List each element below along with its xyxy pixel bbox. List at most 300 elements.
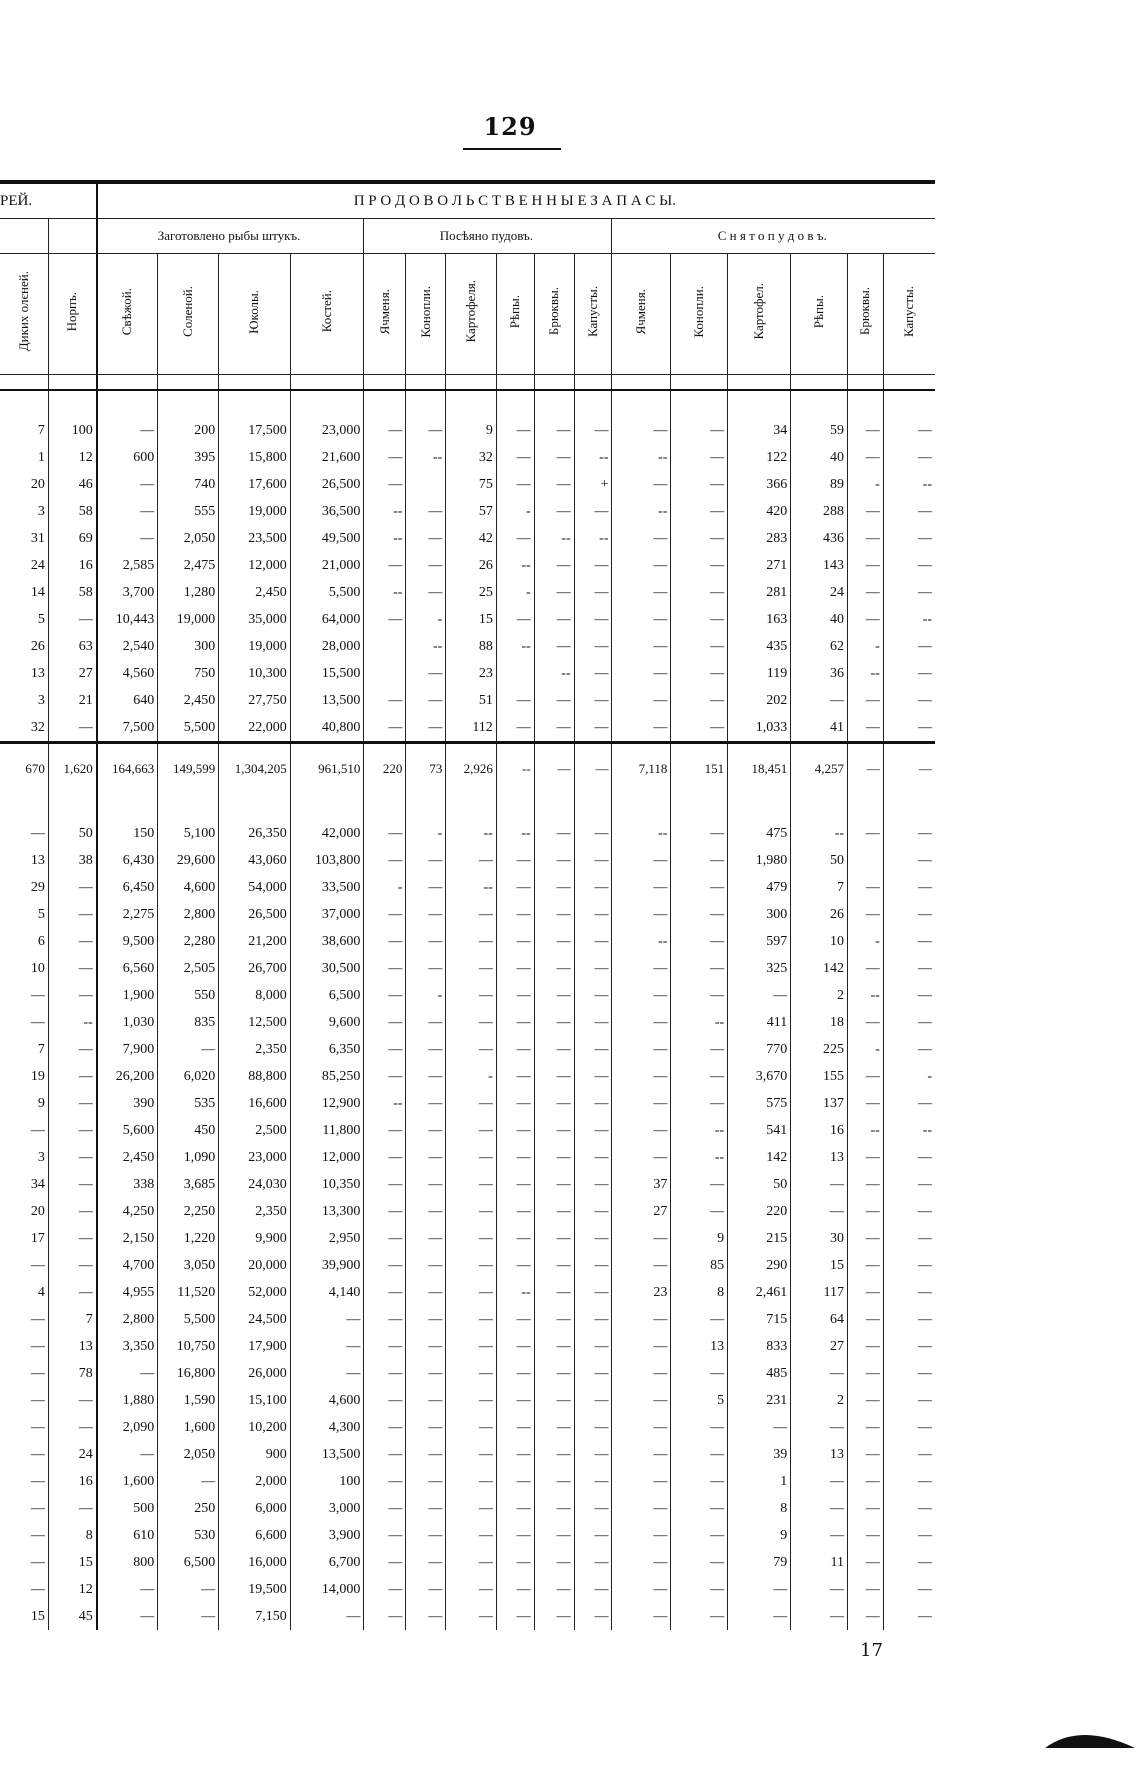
table-cell: 117 [791,1279,848,1306]
table-cell: 4,257 [791,743,848,795]
table-cell: — [791,1414,848,1441]
table-cell: — [791,1198,848,1225]
table-cell: — [406,901,446,928]
table-cell: — [158,1576,219,1603]
table-cell: — [671,928,728,955]
table-cell: — [446,1009,496,1036]
table-cell: — [574,1603,612,1630]
table-cell: 42 [446,525,496,552]
table-row [0,417,935,444]
table-cell: — [406,1387,446,1414]
table-cell: 8 [671,1279,728,1306]
table-cell: — [364,847,406,874]
table-cell: — [406,847,446,874]
table-cell: — [612,901,671,928]
table-cell: — [446,1603,496,1630]
table-cell: 2,475 [158,552,219,579]
table-cell: 9 [37,1095,45,1111]
table-cell: 13,500 [290,687,364,714]
table-cell: 6,020 [158,1063,219,1090]
table-row [0,1009,935,1036]
table-cell: — [496,1036,534,1063]
table-cell: — [97,417,158,444]
table-cell: 20 [30,476,45,492]
table-cell: 79 [728,1549,791,1576]
table-row [0,820,935,847]
table-cell: 12 [48,444,96,471]
table-cell: — [364,1117,406,1144]
table-cell: 26 [791,901,848,928]
table-cell: 24 [48,1441,96,1468]
table-cell: -- [574,444,612,471]
table-cell: 85 [671,1252,728,1279]
table-cell: 1,600 [158,1414,219,1441]
table-cell: 1,900 [97,982,158,1009]
table-cell: — [496,1387,534,1414]
table-cell: — [534,820,574,847]
table-cell: — [791,1603,848,1630]
table-cell: 36 [791,660,848,687]
column-header: Картофел. [728,254,791,375]
table-cell: — [406,1009,446,1036]
table-cell: — [574,1225,612,1252]
table-cell: 13,300 [290,1198,364,1225]
table-cell: 15 [30,1608,45,1624]
table-cell: 2,540 [97,633,158,660]
table-cell: — [574,1063,612,1090]
table-cell: — [883,1360,935,1387]
table-cell: 3,685 [158,1171,219,1198]
table-cell: 475 [728,820,791,847]
table-cell: — [612,1576,671,1603]
table-cell: 27 [612,1198,671,1225]
table-cell: — [30,1500,45,1516]
table-cell: — [612,417,671,444]
table-cell: 21 [48,687,96,714]
table-cell: 6,000 [219,1495,291,1522]
table-cell: 100 [48,417,96,444]
table-cell: — [883,1279,935,1306]
column-header: Брюквы. [534,254,574,375]
table-cell: — [446,1495,496,1522]
table-cell: — [446,1252,496,1279]
table-row [0,1468,935,1495]
table-cell: — [883,1198,935,1225]
table-cell: — [671,1495,728,1522]
table-cell: — [406,955,446,982]
table-cell: - [496,579,534,606]
table-cell: 33,500 [290,874,364,901]
table-cell: 26 [446,552,496,579]
table-cell: — [612,1495,671,1522]
table-cell: — [848,1414,884,1441]
table-cell: - [848,1036,884,1063]
table-cell: -- [671,1117,728,1144]
table-cell: 5,500 [158,714,219,743]
table-cell: 38,600 [290,928,364,955]
table-cell: — [496,1360,534,1387]
table-cell: — [534,1252,574,1279]
table-cell: — [534,1576,574,1603]
table-cell: 100 [290,1468,364,1495]
table-cell: — [848,498,884,525]
table-cell: 12 [48,1576,96,1603]
table-cell: — [848,687,884,714]
table-cell: — [364,1576,406,1603]
table-cell: 15 [48,1549,96,1576]
table-cell: 300 [158,633,219,660]
table-cell: 20 [30,1203,45,1219]
table-cell: 26,200 [97,1063,158,1090]
table-cell: — [364,955,406,982]
table-cell: 366 [728,471,791,498]
table-cell: — [406,417,446,444]
table-cell: — [48,928,96,955]
table-cell: — [364,687,406,714]
table-cell: 6 [37,933,45,949]
table-row [0,1387,935,1414]
table-cell: 19 [30,1068,45,1084]
table-cell: — [534,1414,574,1441]
table-row [0,1036,935,1063]
table-cell: — [446,1225,496,1252]
table-cell: — [406,1468,446,1495]
table-cell: — [534,874,574,901]
table-cell: — [534,1090,574,1117]
table-cell: 200 [158,417,219,444]
table-cell: — [534,955,574,982]
table-cell: — [364,982,406,1009]
page-number: 129 [483,112,537,141]
table-cell: — [612,525,671,552]
table-cell: — [883,1522,935,1549]
table-cell: — [574,1306,612,1333]
table-cell: — [446,1306,496,1333]
table-cell: 2,150 [97,1225,158,1252]
table-cell: — [612,955,671,982]
table-row [0,1225,935,1252]
table-cell: 23 [446,660,496,687]
table-cell: 670 [0,743,48,795]
table-cell: 40 [791,606,848,633]
table-cell: — [364,1603,406,1630]
table-cell: — [406,1306,446,1333]
table-cell: 38 [48,847,96,874]
column-header: Рѣпы. [791,254,848,375]
table-cell: — [364,1495,406,1522]
table-cell: 220 [728,1198,791,1225]
table-cell: — [848,1279,884,1306]
table-cell: — [30,1419,45,1435]
table-cell: 5 [671,1387,728,1414]
table-cell: 42,000 [290,820,364,847]
table-cell: 54,000 [219,874,291,901]
table-cell: 4,955 [97,1279,158,1306]
table-cell: — [496,1117,534,1144]
table-cell: -- [671,1144,728,1171]
table-cell: 58 [48,579,96,606]
table-cell: — [883,1225,935,1252]
table-cell: 89 [791,471,848,498]
table-cell: — [612,1603,671,1630]
table-cell: — [364,1549,406,1576]
table-cell: — [848,1495,884,1522]
table-cell: 281 [728,579,791,606]
table-cell: 610 [97,1522,158,1549]
table-cell: 435 [728,633,791,660]
table-cell: 271 [728,552,791,579]
table-cell: — [574,820,612,847]
table-cell: — [30,1257,45,1273]
table-cell: — [883,874,935,901]
table-cell: — [364,1252,406,1279]
table-cell: — [671,579,728,606]
table-cell [364,660,406,687]
table-cell: — [446,1090,496,1117]
table-cell: — [574,1414,612,1441]
table-cell: — [883,1441,935,1468]
table-cell: — [97,498,158,525]
table-cell: 1,880 [97,1387,158,1414]
table-cell: 325 [728,955,791,982]
table-cell: 10,750 [158,1333,219,1360]
table-cell: 16 [48,552,96,579]
table-cell: 35,000 [219,606,291,633]
table-cell: 3,050 [158,1252,219,1279]
table-cell: — [534,982,574,1009]
table-cell: — [883,1414,935,1441]
table-cell: — [534,1117,574,1144]
table-row [0,1603,935,1630]
table-cell: — [534,1171,574,1198]
table-cell: — [496,444,534,471]
table-cell: — [883,714,935,743]
table-cell: 32 [446,444,496,471]
table-cell: — [97,1603,158,1630]
table-cell: 485 [728,1360,791,1387]
table-cell: — [446,982,496,1009]
table-cell: — [671,1441,728,1468]
table-cell: — [496,1495,534,1522]
table-cell: 2,500 [219,1117,291,1144]
table-cell: 26,700 [219,955,291,982]
table-cell: 6,500 [158,1549,219,1576]
table-cell: -- [364,498,406,525]
table-cell: — [883,1090,935,1117]
table-row [0,1144,935,1171]
table-row [0,874,935,901]
table-cell: — [534,743,574,795]
table-cell: 10,300 [219,660,291,687]
table-cell: — [574,1252,612,1279]
column-header: Юколы. [219,254,291,375]
table-cell: — [406,1090,446,1117]
table-cell: — [848,1252,884,1279]
table-cell: — [48,982,96,1009]
table-cell: — [574,498,612,525]
table-cell: 436 [791,525,848,552]
table-cell: 9 [671,1225,728,1252]
table-cell: — [364,1225,406,1252]
table-cell: — [30,1392,45,1408]
table-cell: 25 [446,579,496,606]
table-cell: — [671,1603,728,1630]
table-cell: — [496,1171,534,1198]
table-cell: 43,060 [219,847,291,874]
table-cell: 13 [48,1333,96,1360]
table-cell: 640 [97,687,158,714]
table-cell: — [364,1468,406,1495]
table-cell: 4,560 [97,660,158,687]
table-cell: — [671,417,728,444]
table-cell: — [534,687,574,714]
table-cell: — [158,1468,219,1495]
table-cell: 535 [158,1090,219,1117]
table-cell: 16,600 [219,1090,291,1117]
table-cell: 31 [30,530,45,546]
table-cell: — [446,1117,496,1144]
table-cell: 13 [791,1144,848,1171]
table-cell: 1 [728,1468,791,1495]
table-cell: — [364,820,406,847]
table-cell: — [290,1603,364,1630]
table-row [0,1279,935,1306]
table-cell: 45 [48,1603,96,1630]
table-cell: — [446,1468,496,1495]
table-row [0,1441,935,1468]
table-cell: 50 [791,847,848,874]
table-cell: — [883,1036,935,1063]
table-cell: — [848,1333,884,1360]
table-cell: — [883,525,935,552]
table-cell: 8 [48,1522,96,1549]
table-cell: 10 [30,960,45,976]
table-cell: 7,500 [97,714,158,743]
table-cell: 12,000 [219,552,291,579]
table-cell: 149,599 [158,743,219,795]
table-cell: — [48,1198,96,1225]
table-cell: 6,430 [97,847,158,874]
table-cell: — [496,1576,534,1603]
column-header: Костей. [290,254,364,375]
table-cell: — [406,1198,446,1225]
table-cell: — [30,987,45,1003]
table-cell: 395 [158,444,219,471]
table-cell: — [364,1144,406,1171]
table-cell: — [534,1279,574,1306]
table-cell: — [848,1009,884,1036]
table-cell: 530 [158,1522,219,1549]
table-cell: — [364,928,406,955]
table-row [0,1117,935,1144]
table-cell: — [364,444,406,471]
table-cell: — [30,1014,45,1030]
table-cell: — [30,825,45,841]
table-row [0,525,935,552]
table-cell: — [496,1306,534,1333]
table-cell: 12,900 [290,1090,364,1117]
column-header: Соленой. [158,254,219,375]
table-cell: 220 [364,743,406,795]
table-cell: 2,280 [158,928,219,955]
table-cell: — [791,1495,848,1522]
table-cell: — [574,1009,612,1036]
table-cell: — [848,1198,884,1225]
table-cell: — [406,1495,446,1522]
table-cell: — [446,1360,496,1387]
table-cell: 52,000 [219,1279,291,1306]
table-cell: 7,900 [97,1036,158,1063]
table-cell: — [364,552,406,579]
table-cell: — [534,1063,574,1090]
total-row [0,743,935,795]
table-cell: 2,000 [219,1468,291,1495]
table-cell: 24,030 [219,1171,291,1198]
table-cell: 58 [48,498,96,525]
table-cell: 112 [446,714,496,743]
table-cell: 2,450 [97,1144,158,1171]
table-cell: 40 [791,444,848,471]
table-cell: 21,600 [290,444,364,471]
table-cell: 9,600 [290,1009,364,1036]
table-cell: — [446,1414,496,1441]
table-cell: — [534,1198,574,1225]
column-header: Ячменя. [612,254,671,375]
table-cell: 36,500 [290,498,364,525]
table-cell: — [534,417,574,444]
table-cell: — [848,1225,884,1252]
table-cell: — [446,1171,496,1198]
table-cell: 4,140 [290,1279,364,1306]
table-cell: — [612,687,671,714]
table-cell: — [791,687,848,714]
table-cell: — [30,1446,45,1462]
table-cell: 2,350 [219,1036,291,1063]
table-cell: — [158,1036,219,1063]
table-cell: — [406,552,446,579]
table-cell: 4,700 [97,1252,158,1279]
table-cell: — [883,1603,935,1630]
table-cell: — [671,1549,728,1576]
table-cell: 597 [728,928,791,955]
table-cell: — [574,1279,612,1306]
table-cell: — [612,633,671,660]
table-row [0,687,935,714]
table-cell: 6,450 [97,874,158,901]
table-cell: — [534,1009,574,1036]
table-cell: — [848,1306,884,1333]
table-cell: 63 [48,633,96,660]
table-cell: — [406,928,446,955]
table-cell: — [406,1279,446,1306]
table-cell: — [48,1387,96,1414]
table-cell: 26 [30,638,45,654]
table-cell: — [364,471,406,498]
table-cell: — [574,1117,612,1144]
table-cell: 12,000 [290,1144,364,1171]
table-cell: — [364,1522,406,1549]
table-cell: 27 [48,660,96,687]
table-cell: 51 [446,687,496,714]
table-cell: 283 [728,525,791,552]
table-cell: 5,600 [97,1117,158,1144]
table-cell: - [848,471,884,498]
table-cell: — [612,1090,671,1117]
table-cell: 2,585 [97,552,158,579]
table-row [0,1360,935,1387]
table-cell: 9,500 [97,928,158,955]
table-cell: — [290,1306,364,1333]
